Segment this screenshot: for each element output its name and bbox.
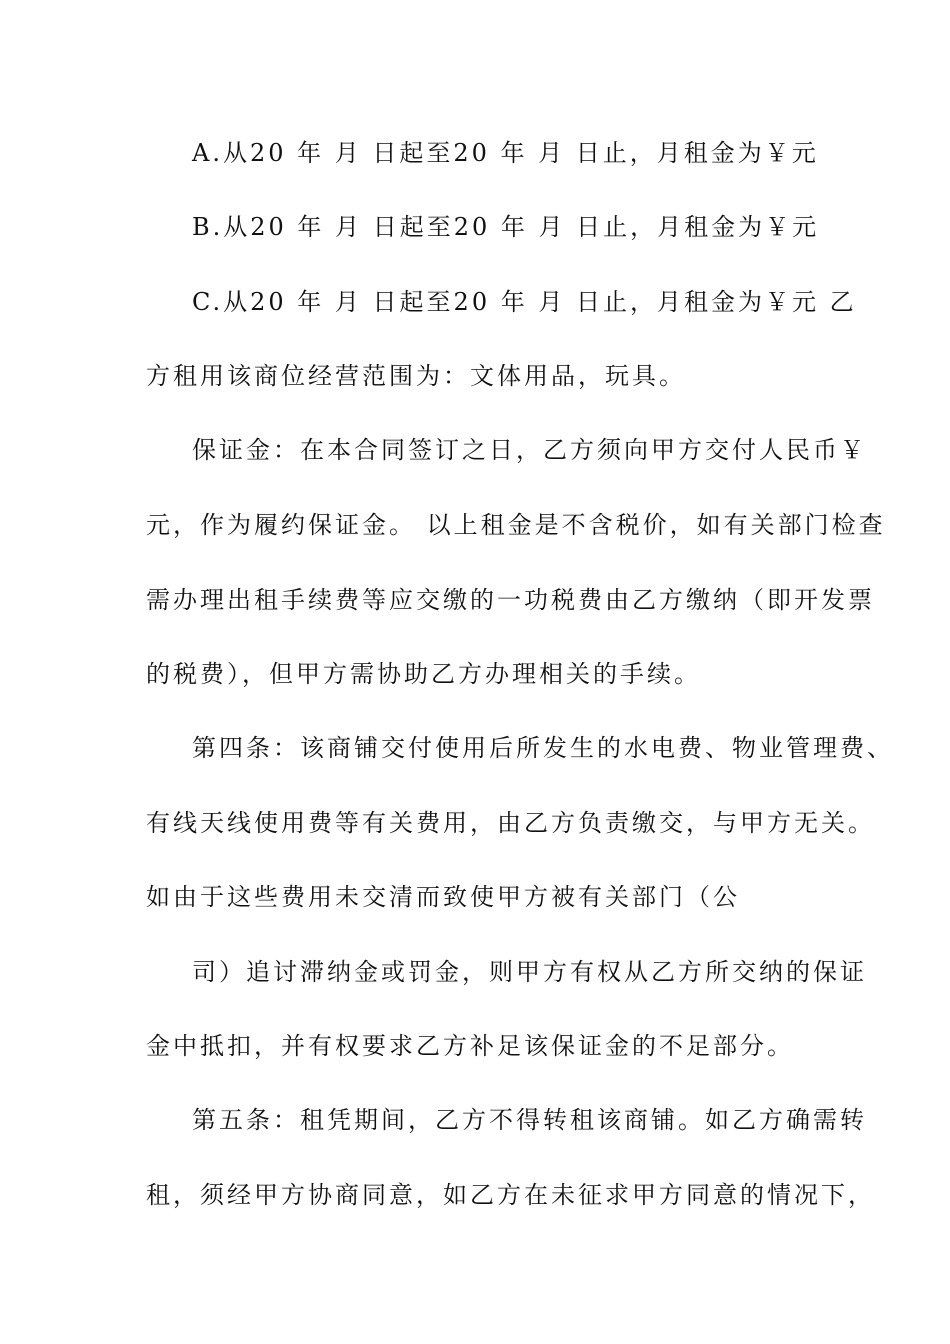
text-line-article-five-cont: 租，须经甲方协商同意，如乙方在未征求甲方同意的情况下， (146, 1181, 875, 1209)
text-line-b: B.从20 年 月 日起至20 年 月 日止，月租金为￥元 (192, 213, 820, 241)
text-line-tax: 需办理出租手续费等应交缴的一功税费由乙方缴纳（即开发票 (146, 586, 875, 614)
text-line-penalty-cont: 金中抵扣，并有权要求乙方补足该保证金的不足部分。 (146, 1032, 794, 1060)
text-line-tax-cont: 的税费），但甲方需协助乙方办理相关的手续。 (146, 660, 701, 688)
text-line-article-five: 第五条：租凭期间，乙方不得转租该商铺。如乙方确需转 (192, 1106, 867, 1134)
text-line-c: C.从20 年 月 日起至20 年 月 日止，月租金为￥元 乙 (192, 288, 857, 316)
text-line-business-scope: 方租用该商位经营范围为：文体用品，玩具。 (146, 362, 686, 390)
text-line-article-four-cont2: 如由于这些费用未交清而致使甲方被有关部门（公 (146, 883, 740, 911)
text-line-article-four: 第四条：该商铺交付使用后所发生的水电费、物业管理费、 (192, 734, 894, 762)
text-line-a: A.从20 年 月 日起至20 年 月 日止，月租金为￥元 (192, 139, 819, 167)
text-line-deposit-cont: 元，作为履约保证金。 以上租金是不含税价，如有关部门检查 (146, 511, 886, 539)
text-line-deposit: 保证金：在本合同签订之日，乙方须向甲方交付人民币￥ (192, 436, 867, 464)
text-line-article-four-cont: 有线天线使用费等有关费用，由乙方负责缴交，与甲方无关。 (146, 809, 875, 837)
text-line-penalty: 司）追讨滞纳金或罚金，则甲方有权从乙方所交纳的保证 (192, 958, 867, 986)
